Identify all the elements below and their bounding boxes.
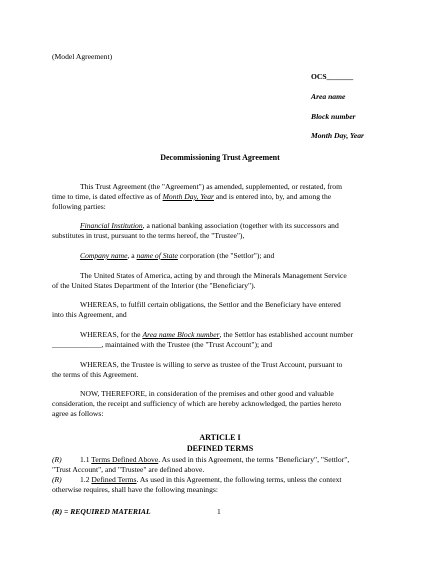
beneficiary-line-2: of the United States Department of the Interior (the "Beneficiary"). <box>52 281 256 290</box>
settlor-party: Company name, a name of State corporation (the "Settlor"); and <box>80 251 275 260</box>
whereas-3-line-1: WHEREAS, the Trustee is willing to serve as trustee of the Trust Account, pursuant to <box>80 360 343 369</box>
financial-institution: Financial Institution <box>80 221 143 230</box>
intro-line-2: time to time, is dated effective as of Month Day, Year and is entered into, by, and among the <box>52 192 332 201</box>
section-1-1: 1.1 Terms Defined Above. As used in this Agreement, the terms "Beneficiary", "Settlor", <box>80 455 350 464</box>
block-number: Block number <box>311 112 356 121</box>
whereas-1-line-2: into this Agreement, and <box>52 310 127 319</box>
page-number: 1 <box>217 507 221 516</box>
state-name: name of State <box>136 251 178 260</box>
section-1-2-line-2: otherwise requires, shall have the following meanings: <box>52 485 218 494</box>
header-date: Month Day, Year <box>311 131 364 140</box>
beneficiary-line-1: The United States of America, acting by and through the Minerals Management Service <box>80 271 347 280</box>
whereas-3-line-2: the terms of this Agreement. <box>52 370 139 379</box>
now-therefore-line-2: consideration, the receipt and sufficiency of which are hereby acknowledged, the parties hereto <box>52 399 342 408</box>
company-name: Company name <box>80 251 128 260</box>
now-therefore-line-3: agree as follows: <box>52 409 104 418</box>
section-1-2-tag: (R) <box>52 475 62 484</box>
required-material-note: (R) = REQUIRED MATERIAL <box>52 507 151 516</box>
model-agreement-label: (Model Agreement) <box>52 52 113 61</box>
now-therefore-line-1: NOW, THEREFORE, in consideration of the premises and other good and valuable <box>80 389 334 398</box>
intro-line-3: following parties: <box>52 202 106 211</box>
trustee-party-line-2: substitutes in trust, pursuant to the terms hereof, the "Trustee"), <box>52 231 245 240</box>
intro-line-1: This Trust Agreement (the "Agreement") as amended, supplemented, or restated, from <box>80 182 342 191</box>
ocs-number: OCS_______ <box>311 72 354 81</box>
section-1-1-tag: (R) <box>52 455 62 464</box>
article-title: DEFINED TERMS <box>186 444 254 453</box>
trustee-party-line-1: Financial Institution, a national banking association (together with its successors and <box>80 221 339 230</box>
page-title: Decommissioning Trust Agreement <box>160 153 280 162</box>
area-name: Area name <box>311 92 346 101</box>
article-number: ARTICLE I <box>199 433 241 442</box>
whereas-2-line-1: WHEREAS, for the Area name Block number, the Settlor has established account number <box>80 330 354 339</box>
whereas-2-line-2: _____________, maintained with the Trustee (the "Trust Account"); and <box>52 340 273 349</box>
area-block-reference: Area name Block number <box>142 330 220 339</box>
section-1-1-heading: Terms Defined Above <box>91 455 159 464</box>
effective-date: Month Day, Year <box>162 192 214 201</box>
whereas-1-line-1: WHEREAS, to fulfill certain obligations, the Settlor and the Beneficiary have entered <box>80 300 341 309</box>
section-1-2: 1.2 Defined Terms. As used in this Agreement, the following terms, unless the context <box>80 475 342 484</box>
section-1-1-line-2: "Trust Account", and "Trustee" are defined above. <box>52 465 205 474</box>
section-1-2-heading: Defined Terms <box>91 475 137 484</box>
